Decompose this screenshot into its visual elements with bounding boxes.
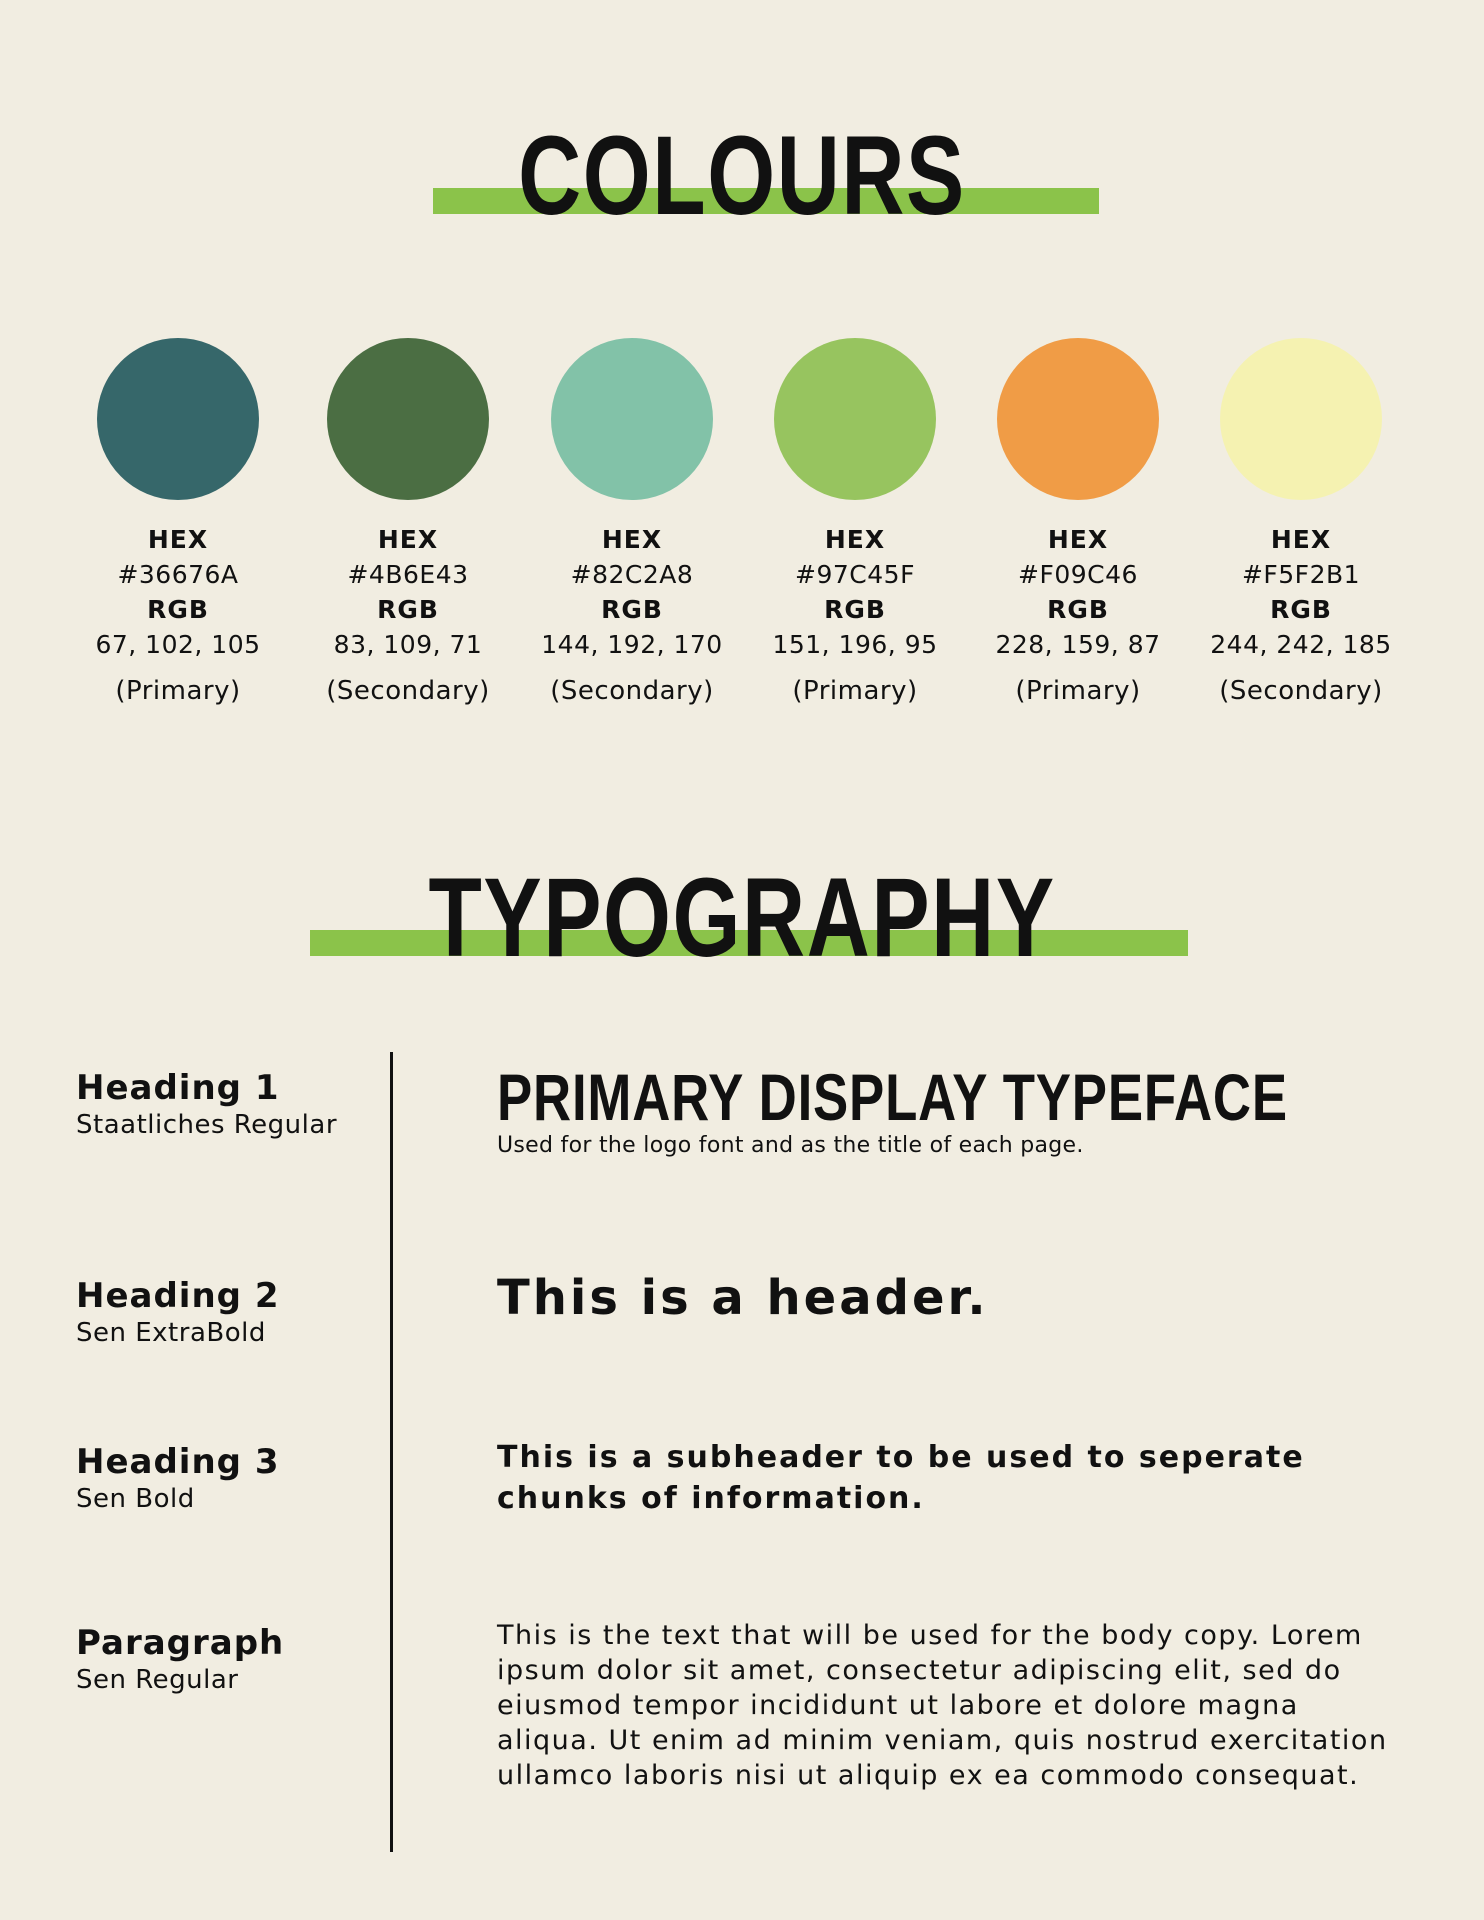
swatch-circle <box>1220 338 1382 500</box>
rgb-value: 151, 196, 95 <box>772 630 938 659</box>
typography-title: TYPOGRAPHY <box>428 855 1056 980</box>
swatch-4 <box>745 338 965 709</box>
rgb-label: RGB <box>1047 595 1109 624</box>
hex-label: HEX <box>601 525 663 554</box>
type-name: Heading 1 <box>76 1068 280 1108</box>
rgb-value: 228, 159, 87 <box>995 630 1161 659</box>
type-font: Staatliches Regular <box>76 1110 338 1140</box>
sample-h3 <box>497 1437 1397 1519</box>
colour-role: (Secondary) <box>550 676 714 706</box>
hex-value: #82C2A8 <box>570 560 694 589</box>
header-sample: This is a header. <box>497 1270 989 1326</box>
type-row-heading-2 <box>76 1276 376 1350</box>
swatch-5 <box>968 338 1188 709</box>
rgb-label: RGB <box>1270 595 1332 624</box>
type-font: Sen Bold <box>76 1484 195 1514</box>
type-name: Heading 2 <box>76 1276 280 1316</box>
type-row-heading-3 <box>76 1442 376 1516</box>
paragraph-sample: This is the text that will be used for the body copy. Lorem ipsum dolor sit amet, consectetur adipiscing elit, sed do eiusmod tempor incididunt ut labore et dolore magna aliqua. Ut enim ad minim veniam, quis nostrud exercitation ullamco laboris nisi ut aliquip ex ea commodo consequat. <box>497 1620 1388 1791</box>
colour-role: (Primary) <box>115 676 241 706</box>
rgb-label: RGB <box>377 595 439 624</box>
swatch-circle <box>97 338 259 500</box>
hex-label: HEX <box>1270 525 1332 554</box>
hex-value: #F5F2B1 <box>1241 560 1361 589</box>
display-typeface-sample: PRIMARY DISPLAY TYPEFACE <box>497 1060 1288 1134</box>
type-name: Paragraph <box>76 1623 285 1663</box>
typography-heading <box>0 855 1484 980</box>
colour-role: (Primary) <box>1015 676 1141 706</box>
swatch-circle <box>327 338 489 500</box>
rgb-value: 67, 102, 105 <box>95 630 261 659</box>
display-typeface-caption: Used for the logo font and as the title of each page. <box>497 1133 1084 1158</box>
hex-label: HEX <box>147 525 209 554</box>
swatch-circle <box>997 338 1159 500</box>
swatch-circle <box>551 338 713 500</box>
hex-label: HEX <box>377 525 439 554</box>
rgb-value: 244, 242, 185 <box>1210 630 1392 659</box>
swatch-1 <box>68 338 288 709</box>
hex-value: #4B6E43 <box>347 560 469 589</box>
type-row-paragraph <box>76 1623 376 1697</box>
rgb-value: 83, 109, 71 <box>333 630 483 659</box>
sample-h2 <box>497 1270 1397 1326</box>
swatch-3 <box>522 338 742 709</box>
hex-value: #36676A <box>117 560 239 589</box>
swatch-circle <box>774 338 936 500</box>
rgb-label: RGB <box>147 595 209 624</box>
rgb-value: 144, 192, 170 <box>541 630 723 659</box>
colour-swatches <box>0 338 1484 718</box>
hex-label: HEX <box>1047 525 1109 554</box>
vertical-divider <box>390 1052 393 1852</box>
type-row-heading-1 <box>76 1068 376 1142</box>
colour-role: (Secondary) <box>1219 676 1383 706</box>
colours-title: COLOURS <box>518 113 966 238</box>
rgb-label: RGB <box>601 595 663 624</box>
typography-heading-wrap <box>340 855 1144 980</box>
colours-heading-wrap <box>455 113 1029 238</box>
type-name: Heading 3 <box>76 1442 280 1482</box>
type-font: Sen Regular <box>76 1665 239 1695</box>
subheader-sample: This is a subheader to be used to seperate chunks of information. <box>497 1440 1305 1516</box>
sample-paragraph <box>497 1618 1397 1793</box>
sample-display <box>497 1062 1397 1160</box>
hex-label: HEX <box>824 525 886 554</box>
type-font: Sen ExtraBold <box>76 1318 266 1348</box>
colour-role: (Secondary) <box>326 676 490 706</box>
rgb-label: RGB <box>824 595 886 624</box>
colours-heading <box>0 113 1484 238</box>
hex-value: #F09C46 <box>1018 560 1138 589</box>
colour-role: (Primary) <box>792 676 918 706</box>
swatch-6 <box>1191 338 1411 709</box>
swatch-2 <box>298 338 518 709</box>
hex-value: #97C45F <box>795 560 915 589</box>
